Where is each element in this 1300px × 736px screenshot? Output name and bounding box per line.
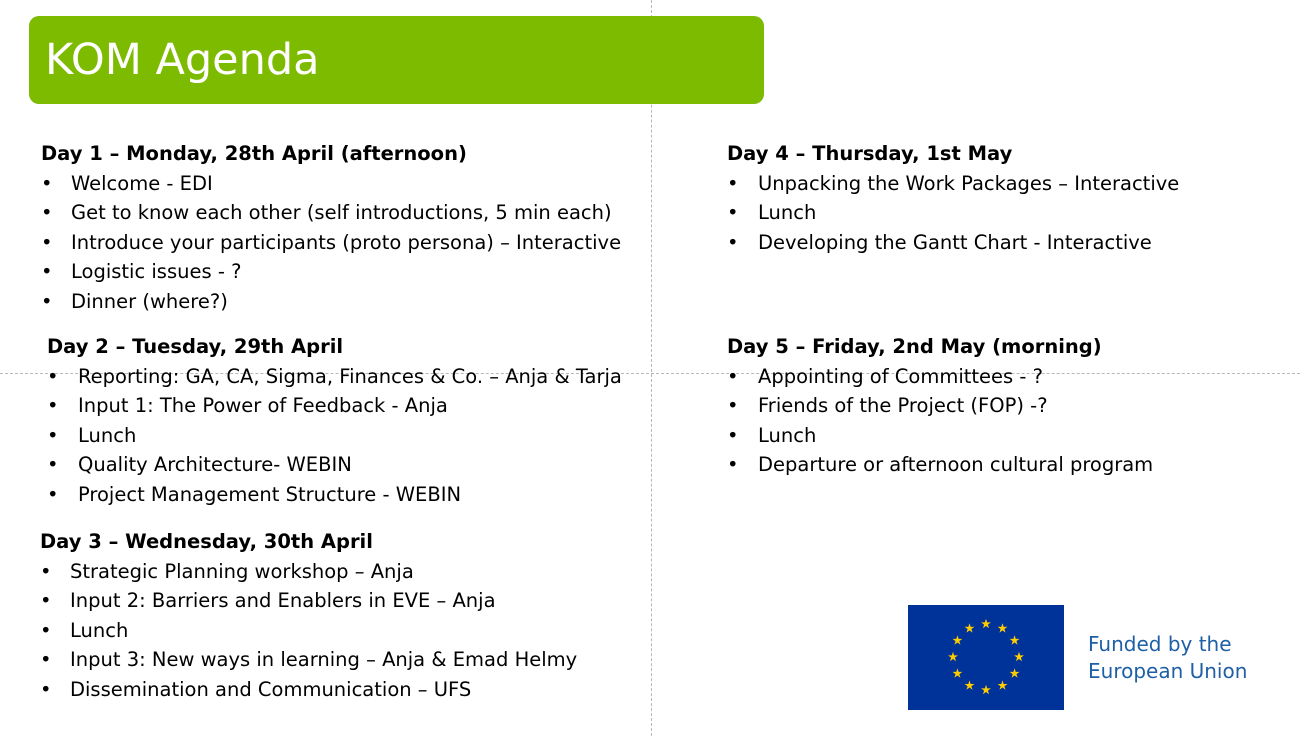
day-3-section xyxy=(40,527,578,704)
list-item xyxy=(40,586,496,616)
agenda-item: Developing the Gantt Chart - Interactive xyxy=(758,230,1152,254)
list-item xyxy=(47,480,462,510)
slide-title: KOM Agenda xyxy=(45,35,320,85)
agenda-list xyxy=(727,362,1154,480)
day-1-section xyxy=(41,139,622,316)
list-item xyxy=(40,557,414,587)
list-item xyxy=(727,228,1152,258)
list-item xyxy=(47,362,622,392)
agenda-list xyxy=(727,169,1180,258)
agenda-list xyxy=(40,557,578,705)
list-item xyxy=(41,169,467,199)
bullet-icon: • xyxy=(47,453,59,476)
bullet-icon: • xyxy=(47,423,59,447)
bullet-icon: • xyxy=(47,482,59,506)
agenda-item: Get to know each other (self introductions, 5 min each) xyxy=(71,201,612,224)
agenda-item: Appointing of Committees - ? xyxy=(758,364,1043,388)
bullet-icon: • xyxy=(727,394,739,417)
agenda-item: Reporting: GA, CA, Sigma, Finances & Co. – Anja & Tarja xyxy=(78,364,622,388)
list-item xyxy=(41,198,612,228)
funding-statement xyxy=(1088,631,1247,685)
agenda-item: Dissemination and Communication – UFS xyxy=(70,677,472,701)
bullet-icon: • xyxy=(47,394,59,417)
bullet-icon: • xyxy=(41,171,53,195)
agenda-list xyxy=(41,169,622,317)
bullet-icon: • xyxy=(40,618,52,642)
list-item xyxy=(41,228,622,258)
day-heading: Day 2 – Tuesday, 29th April xyxy=(47,335,344,358)
funding-line-1: Funded by the xyxy=(1088,632,1232,656)
bullet-icon: • xyxy=(727,201,739,224)
list-item xyxy=(727,421,1102,451)
agenda-item: Friends of the Project (FOP) -? xyxy=(758,394,1048,417)
list-item xyxy=(727,450,1154,480)
list-item xyxy=(41,257,467,287)
day-heading: Day 4 – Thursday, 1st May xyxy=(727,142,1013,165)
agenda-item: Unpacking the Work Packages – Interactive xyxy=(758,171,1180,195)
bullet-icon: • xyxy=(727,423,739,447)
list-item xyxy=(40,675,472,705)
list-item xyxy=(40,645,578,675)
agenda-item: Welcome - EDI xyxy=(71,171,213,195)
agenda-item: Logistic issues - ? xyxy=(71,260,242,283)
list-item xyxy=(41,287,467,317)
bullet-icon: • xyxy=(41,289,53,313)
day-heading: Day 1 – Monday, 28th April (afternoon) xyxy=(41,142,467,165)
bullet-icon: • xyxy=(40,559,52,583)
agenda-item: Lunch xyxy=(78,423,137,447)
day-heading: Day 5 – Friday, 2nd May (morning) xyxy=(727,335,1102,358)
list-item xyxy=(727,198,1012,228)
list-item xyxy=(727,391,1102,421)
agenda-item: Input 3: New ways in learning – Anja & Emad Helmy xyxy=(70,648,578,671)
title-bar xyxy=(29,16,764,104)
bullet-icon: • xyxy=(40,648,52,671)
bullet-icon: • xyxy=(727,230,739,254)
list-item xyxy=(727,169,1180,199)
agenda-item: Introduce your participants (proto persona) – Interactive xyxy=(71,230,622,254)
bullet-icon: • xyxy=(727,364,739,388)
funding-line-2: European Union xyxy=(1088,659,1248,683)
list-item xyxy=(47,450,352,480)
agenda-item: Lunch xyxy=(70,618,129,642)
agenda-item: Input 2: Barriers and Enablers in EVE – Anja xyxy=(70,589,496,612)
agenda-item: Strategic Planning workshop – Anja xyxy=(70,559,414,583)
list-item xyxy=(47,391,448,421)
bullet-icon: • xyxy=(727,453,739,476)
agenda-item: Departure or afternoon cultural program xyxy=(758,453,1154,476)
day-2-section xyxy=(47,332,622,509)
bullet-icon: • xyxy=(41,230,53,254)
bullet-icon: • xyxy=(47,364,59,388)
day-5-section xyxy=(727,332,1154,480)
agenda-item: Input 1: The Power of Feedback - Anja xyxy=(78,394,448,417)
agenda-item: Lunch xyxy=(758,423,817,447)
list-item xyxy=(40,616,373,646)
bullet-icon: • xyxy=(40,677,52,701)
list-item xyxy=(47,421,343,451)
day-4-section xyxy=(727,139,1180,257)
eu-flag-icon xyxy=(908,605,1064,710)
bullet-icon: • xyxy=(41,260,53,283)
vertical-guide-line xyxy=(651,0,652,736)
bullet-icon: • xyxy=(40,589,52,612)
agenda-item: Dinner (where?) xyxy=(71,289,228,313)
bullet-icon: • xyxy=(41,201,53,224)
list-item xyxy=(727,362,1102,392)
agenda-item: Quality Architecture- WEBIN xyxy=(78,453,352,476)
day-heading: Day 3 – Wednesday, 30th April xyxy=(40,530,373,553)
agenda-item: Project Management Structure - WEBIN xyxy=(78,482,462,506)
agenda-item: Lunch xyxy=(758,201,817,224)
agenda-list xyxy=(47,362,622,510)
bullet-icon: • xyxy=(727,171,739,195)
